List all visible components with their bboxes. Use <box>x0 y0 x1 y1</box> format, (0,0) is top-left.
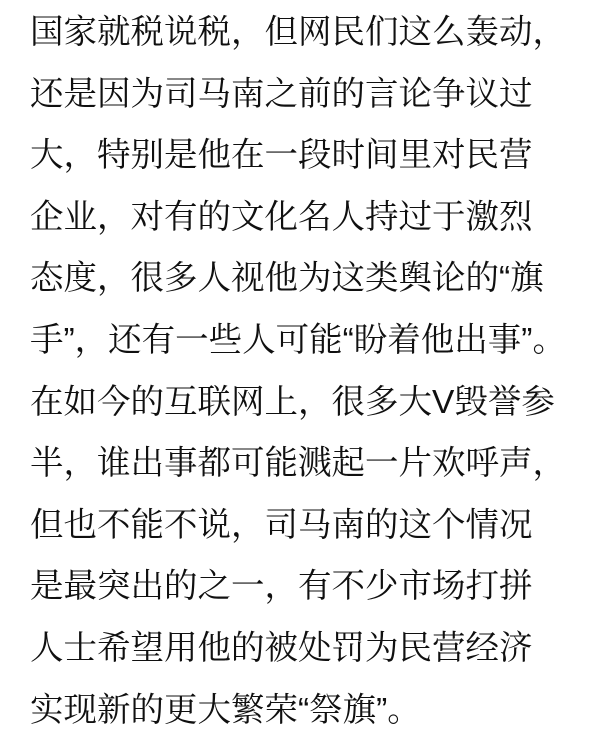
text-line: 半，谁出事都可能溅起一片欢呼声， <box>30 445 566 483</box>
text-line: 在如今的互联网上，很多大V毁誉参 <box>30 383 555 421</box>
text-line: 态度，很多人视他为这类舆论的“旗 <box>30 260 544 298</box>
text-line: 还是因为司马南之前的言论争议过 <box>30 75 533 113</box>
text-line: 大，特别是他在一段时间里对民营 <box>30 137 533 175</box>
text-line: 国家就税说税，但网民们这么轰动， <box>30 14 566 51</box>
text-line: 手”，还有一些人可能“盼着他出事”。 <box>30 321 566 359</box>
text-line: 人士希望用他的被处罚为民营经济 <box>30 629 533 667</box>
text-line: 但也不能不说，司马南的这个情况 <box>30 506 533 544</box>
text-line: 企业，对有的文化名人持过于激烈 <box>30 198 533 236</box>
text-line: 是最突出的之一，有不少市场打拼 <box>30 568 533 606</box>
text-line: 实现新的更大繁荣“祭旗”。 <box>30 691 421 729</box>
